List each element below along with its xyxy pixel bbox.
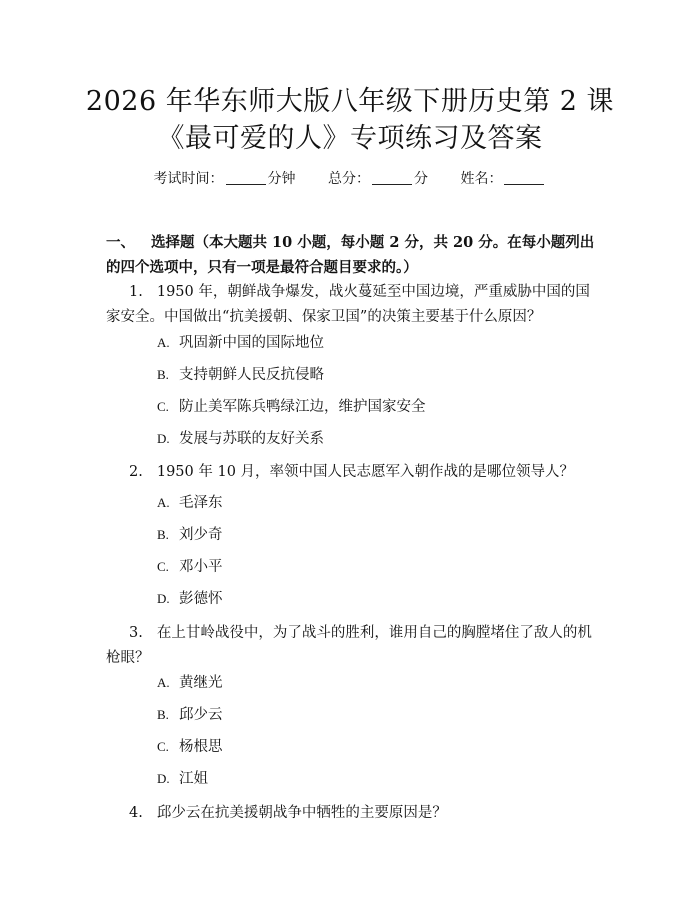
option-letter: C. xyxy=(157,739,169,754)
student-name-field xyxy=(460,168,546,188)
option-letter: A. xyxy=(157,335,170,350)
question-text: 1950 年，朝鲜战争爆发，战火蔓延至中国边境，严重威胁中国的国家安全。中国做出“抗美援朝、保家卫国”的决策主要基于什么原因？ xyxy=(106,284,590,325)
question-text: 邱少云在抗美援朝战争中牺牲的主要原因是？ xyxy=(156,805,447,821)
question-1-option-a xyxy=(157,333,324,353)
exam-time-label: 考试时间： xyxy=(153,171,224,187)
question-text: 在上甘岭战役中，为了战斗的胜利，谁用自己的胸膛堵住了敌人的机枪眼？ xyxy=(106,625,592,666)
question-3-option-a xyxy=(157,673,223,693)
question-text: 1950 年 10 月，率领中国人民志愿军入朝作战的是哪位领导人？ xyxy=(156,464,575,480)
question-4 xyxy=(106,801,596,826)
question-1-option-c xyxy=(157,397,426,417)
option-text: 黄继光 xyxy=(179,675,223,691)
total-score-unit: 分 xyxy=(414,171,428,187)
question-1-option-d xyxy=(157,429,324,449)
option-text: 巩固新中国的国际地位 xyxy=(179,335,324,351)
question-3-option-b xyxy=(157,705,223,725)
option-letter: D. xyxy=(157,591,170,606)
question-2-option-c xyxy=(157,557,223,577)
total-score-field xyxy=(328,168,428,188)
student-name-label: 姓名： xyxy=(460,171,503,187)
option-letter: C. xyxy=(157,559,169,574)
option-text: 邓小平 xyxy=(179,559,223,575)
document-title-line-2: 《最可爱的人》专项练习及答案 xyxy=(157,123,543,154)
question-number: 2. xyxy=(129,464,143,480)
exam-time-blank xyxy=(226,170,266,185)
option-letter: D. xyxy=(157,771,170,786)
option-letter: C. xyxy=(157,399,169,414)
option-text: 发展与苏联的友好关系 xyxy=(179,431,324,447)
student-name-blank xyxy=(504,170,544,185)
option-text: 支持朝鲜人民反抗侵略 xyxy=(179,367,324,383)
option-letter: B. xyxy=(157,707,169,722)
option-text: 江姐 xyxy=(179,771,208,787)
question-number: 3. xyxy=(129,625,143,641)
option-text: 杨根思 xyxy=(179,739,223,755)
question-3-option-d xyxy=(157,769,208,789)
question-2 xyxy=(106,460,596,485)
option-text: 毛泽东 xyxy=(179,495,223,511)
section-instructions: 选择题（本大题共 10 小题，每小题 2 分，共 20 分。在每小题列出的四个选项中，只有一项是最符合题目要求的。） xyxy=(106,234,595,276)
document-title-line-1: 2026 年华东师大版八年级下册历史第 2 课 xyxy=(85,86,615,117)
total-score-blank xyxy=(372,170,412,185)
option-text: 防止美军陈兵鸭绿江边，维护国家安全 xyxy=(179,399,426,415)
exam-info-bar xyxy=(0,168,700,188)
section-number: 一、 xyxy=(106,234,135,251)
question-1-option-b xyxy=(157,365,324,385)
exam-time-unit: 分钟 xyxy=(267,171,296,187)
option-text: 刘少奇 xyxy=(179,527,223,543)
option-text: 彭德怀 xyxy=(179,591,223,607)
question-2-option-b xyxy=(157,525,223,545)
question-number: 1. xyxy=(129,284,143,300)
total-score-label: 总分： xyxy=(328,171,370,187)
question-3 xyxy=(106,621,596,671)
question-number: 4. xyxy=(129,805,143,821)
exam-time-field xyxy=(154,168,296,188)
question-2-option-a xyxy=(157,493,223,513)
option-letter: A. xyxy=(157,675,170,690)
option-letter: B. xyxy=(157,367,169,382)
option-letter: B. xyxy=(157,527,169,542)
section-heading xyxy=(106,230,596,280)
question-2-option-d xyxy=(157,589,223,609)
question-1 xyxy=(106,280,596,330)
option-text: 邱少云 xyxy=(179,707,223,723)
option-letter: D. xyxy=(157,431,170,446)
question-3-option-c xyxy=(157,737,223,757)
option-letter: A. xyxy=(157,495,170,510)
